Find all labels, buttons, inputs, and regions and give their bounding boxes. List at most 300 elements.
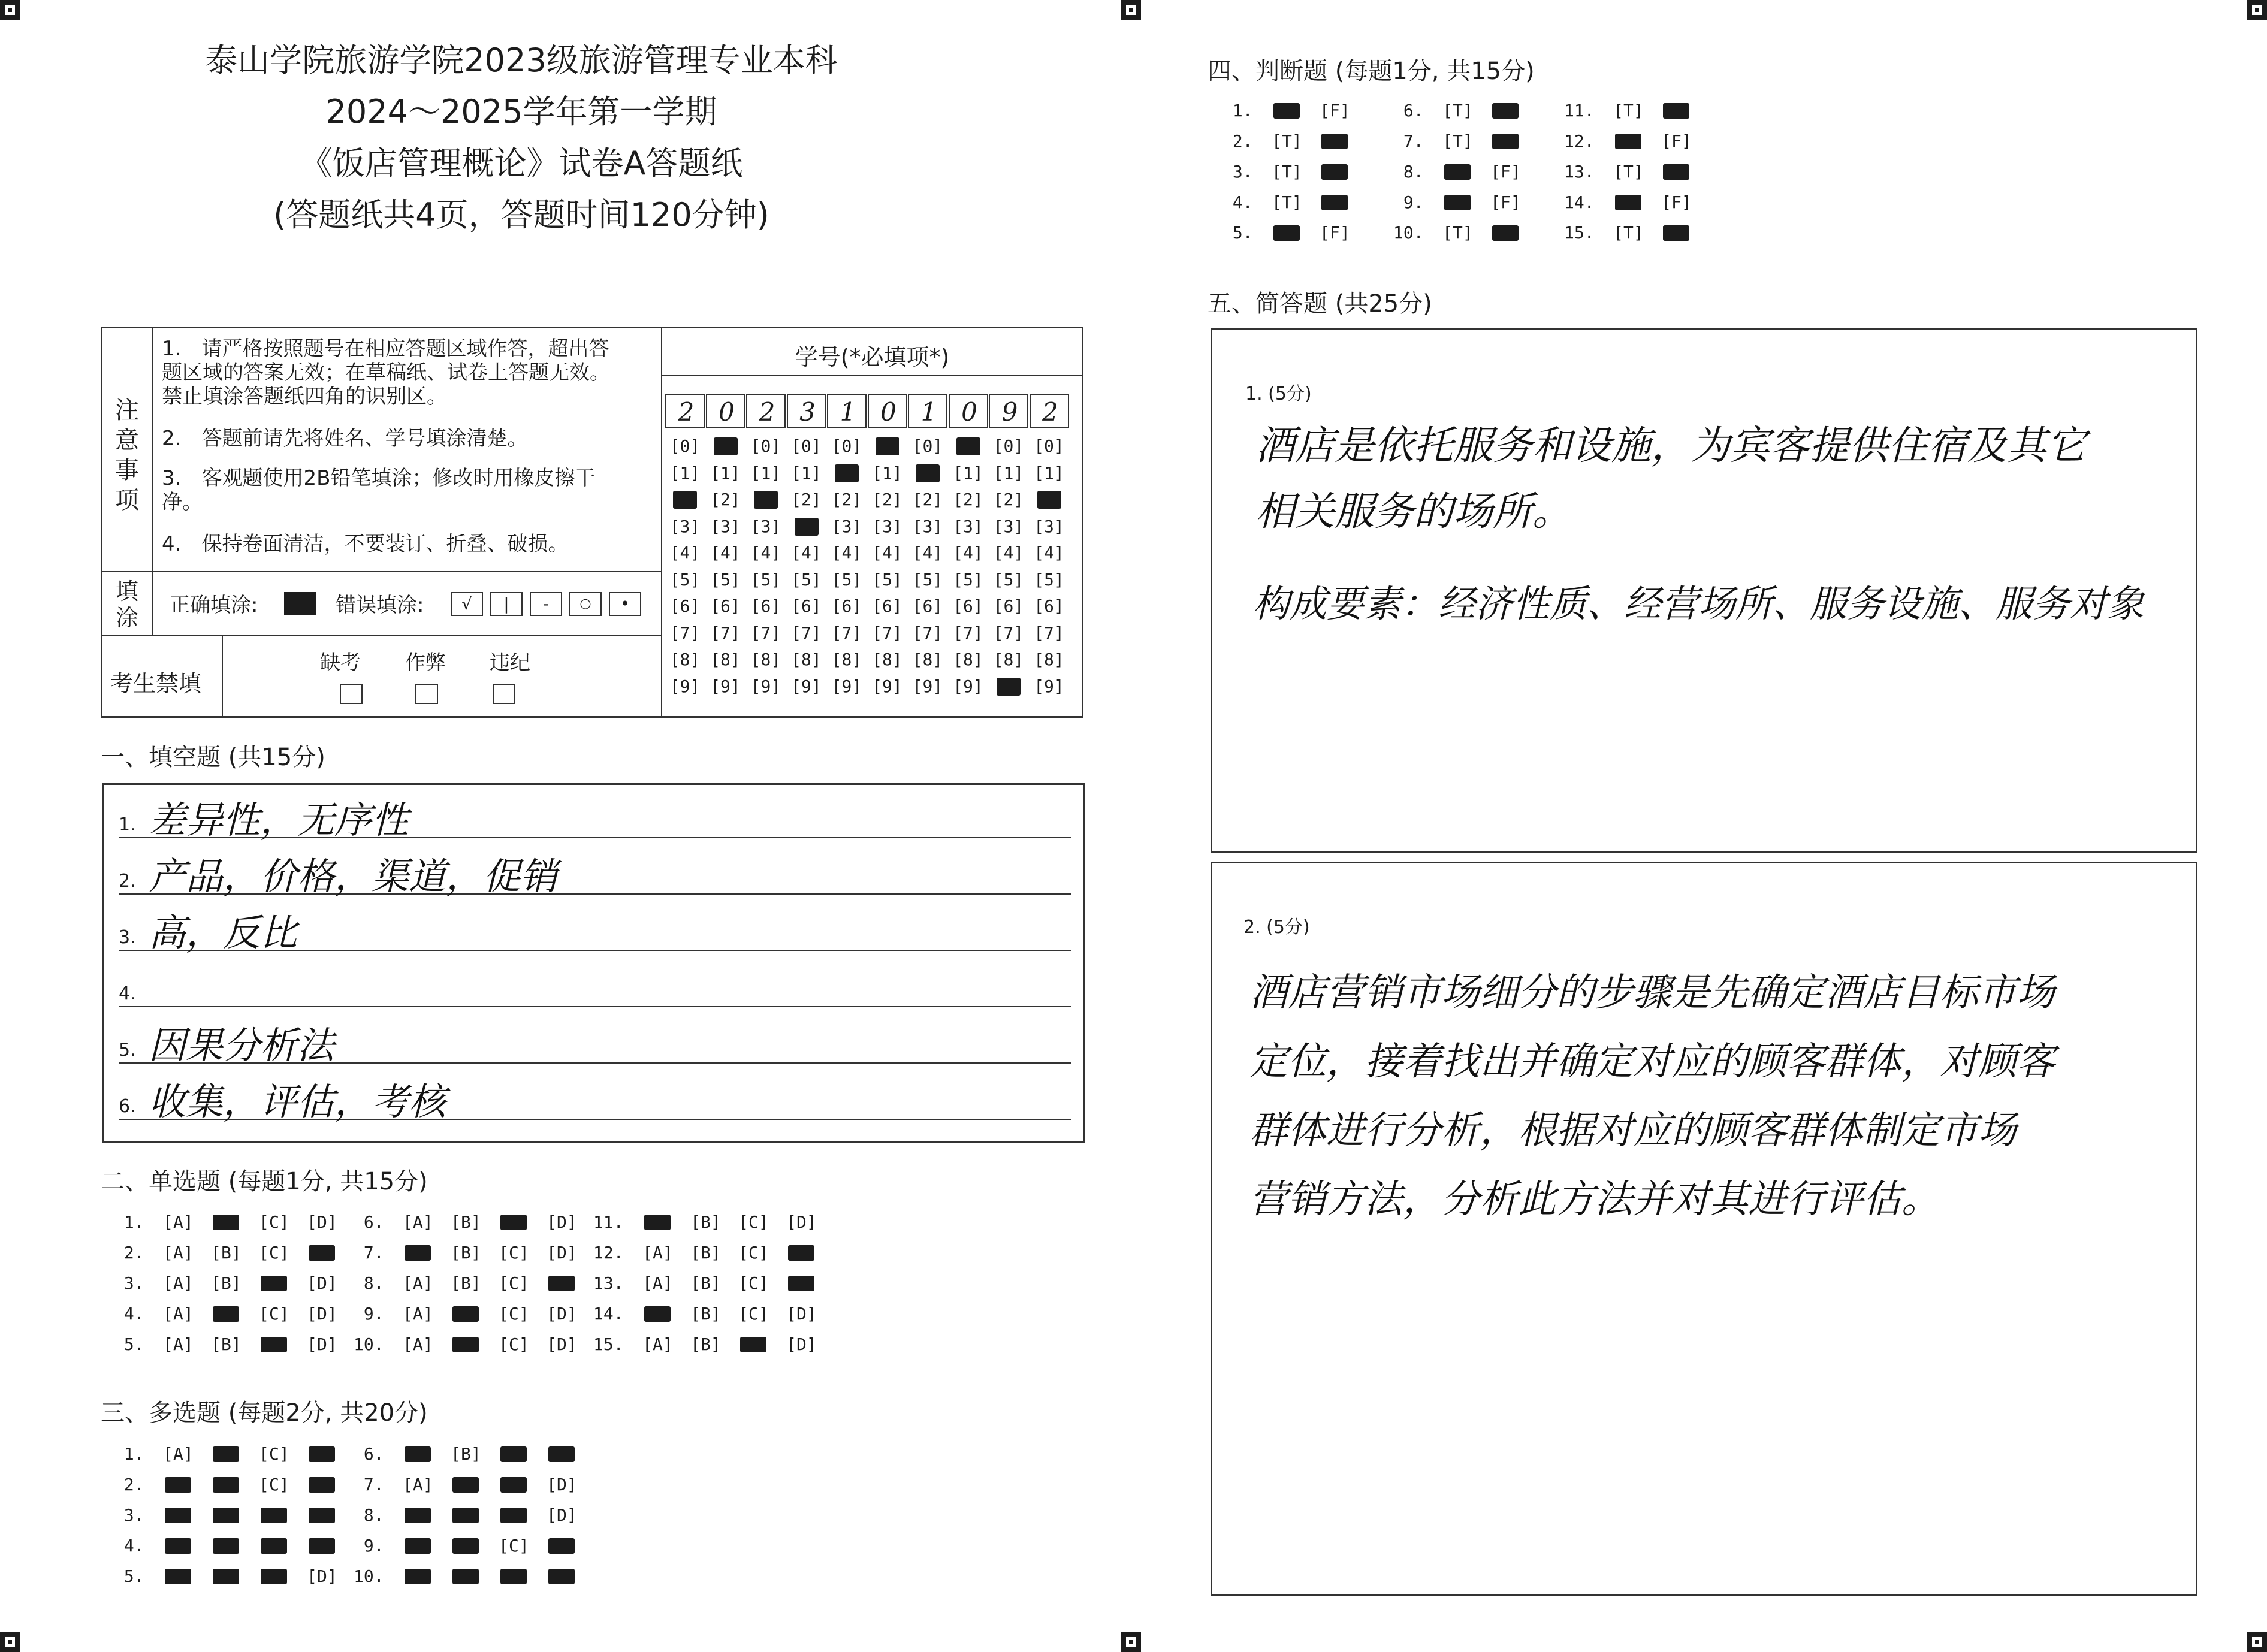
option-bubble[interactable]: [C] bbox=[499, 1334, 529, 1354]
student-id-bubble[interactable]: [5] bbox=[791, 569, 822, 590]
question-row[interactable] bbox=[114, 1212, 346, 1232]
option-bubble[interactable]: [A] bbox=[163, 1304, 194, 1324]
option-bubble[interactable]: [D] bbox=[786, 1212, 817, 1232]
student-id-bubble[interactable]: [7] bbox=[1034, 623, 1064, 643]
option-bubble-filled[interactable] bbox=[1311, 192, 1359, 212]
student-id-bubble[interactable]: [8] bbox=[710, 650, 741, 669]
answer-handwriting[interactable]: 因果分析法 bbox=[149, 1023, 335, 1067]
option-bubble-filled[interactable] bbox=[394, 1505, 442, 1525]
option-bubble[interactable]: [T] bbox=[1272, 162, 1302, 182]
option-bubble[interactable]: [F] bbox=[1661, 192, 1692, 212]
question-row[interactable] bbox=[593, 1243, 825, 1263]
option-bubble-filled[interactable] bbox=[250, 1566, 298, 1586]
option-bubble-filled[interactable] bbox=[1263, 223, 1311, 243]
answer-handwriting[interactable]: 收集，评估，考核 bbox=[149, 1080, 446, 1124]
option-bubble[interactable]: [A] bbox=[642, 1273, 673, 1293]
option-bubble[interactable]: [D] bbox=[307, 1566, 337, 1586]
student-id-bubble[interactable]: [6] bbox=[993, 596, 1024, 616]
student-id-bubble[interactable]: [6] bbox=[912, 596, 943, 616]
option-bubble-filled[interactable] bbox=[202, 1475, 250, 1494]
option-bubble-filled[interactable] bbox=[154, 1566, 202, 1586]
student-id-bubble[interactable]: [9] bbox=[872, 676, 902, 696]
option-bubble[interactable]: [B] bbox=[211, 1334, 242, 1354]
option-bubble-filled[interactable] bbox=[442, 1304, 490, 1324]
filled-mark bbox=[309, 1245, 335, 1261]
student-id-bubble-filled[interactable] bbox=[673, 491, 697, 509]
option-bubble-filled[interactable] bbox=[1481, 101, 1529, 120]
option-bubble[interactable]: [D] bbox=[786, 1304, 817, 1324]
option-bubble[interactable]: [C] bbox=[738, 1273, 769, 1293]
option-bubble-filled[interactable] bbox=[538, 1444, 585, 1464]
student-id-bubble[interactable]: [0] bbox=[831, 436, 862, 456]
student-id-digit-box[interactable] bbox=[868, 394, 907, 428]
student-id-bubble[interactable]: [1] bbox=[791, 463, 822, 483]
student-id-bubble-filled[interactable] bbox=[754, 491, 778, 509]
question-row[interactable] bbox=[354, 1444, 585, 1464]
student-id-bubble[interactable]: [0] bbox=[750, 436, 781, 456]
student-id-bubble[interactable]: [3] bbox=[710, 516, 741, 536]
option-bubble[interactable]: [T] bbox=[1613, 162, 1644, 182]
option-bubble-filled[interactable] bbox=[777, 1243, 825, 1263]
student-id-bubble[interactable]: [5] bbox=[912, 569, 943, 590]
option-bubble-filled[interactable] bbox=[1481, 223, 1529, 243]
student-id-bubble[interactable]: [6] bbox=[831, 596, 862, 616]
question-row[interactable] bbox=[114, 1334, 346, 1354]
question-number: 7. bbox=[1393, 131, 1434, 151]
option-bubble-filled[interactable] bbox=[298, 1505, 346, 1525]
student-id-bubble[interactable]: [5] bbox=[1034, 569, 1064, 590]
student-id-bubble[interactable]: [7] bbox=[993, 623, 1024, 643]
option-bubble-filled[interactable] bbox=[202, 1304, 250, 1324]
question-row[interactable] bbox=[354, 1212, 585, 1232]
student-id-bubble[interactable]: [9] bbox=[912, 676, 943, 696]
student-id-bubble[interactable]: [9] bbox=[669, 676, 701, 696]
student-id-bubble[interactable]: [0] bbox=[669, 436, 701, 456]
option-bubble-filled[interactable] bbox=[442, 1475, 490, 1494]
student-id-bubble[interactable]: [1] bbox=[953, 463, 983, 483]
student-id-bubble-filled[interactable] bbox=[876, 437, 899, 455]
student-id-bubble[interactable]: [3] bbox=[912, 516, 943, 536]
option-bubble[interactable]: [A] bbox=[403, 1475, 433, 1494]
student-id-bubble[interactable]: [3] bbox=[1034, 516, 1064, 536]
student-id-bubble[interactable]: [8] bbox=[791, 650, 822, 669]
option-bubble[interactable]: [A] bbox=[642, 1334, 673, 1354]
student-id-bubble[interactable]: [6] bbox=[1034, 596, 1064, 616]
option-bubble-filled[interactable] bbox=[490, 1475, 538, 1494]
option-bubble[interactable]: [C] bbox=[259, 1475, 289, 1494]
option-bubble[interactable]: [D] bbox=[547, 1475, 577, 1494]
student-id-bubble[interactable]: [2] bbox=[953, 490, 983, 509]
violation-checkbox[interactable] bbox=[493, 684, 515, 704]
option-bubble[interactable]: [T] bbox=[1442, 101, 1473, 120]
option-bubble-filled[interactable] bbox=[538, 1536, 585, 1556]
option-bubble[interactable]: [B] bbox=[451, 1212, 481, 1232]
student-id-bubble[interactable]: [4] bbox=[953, 543, 983, 563]
option-bubble-filled[interactable] bbox=[442, 1566, 490, 1586]
option-bubble[interactable]: [D] bbox=[547, 1212, 577, 1232]
question-row[interactable] bbox=[1564, 101, 1700, 120]
student-id-bubble[interactable]: [9] bbox=[831, 676, 862, 696]
question-row[interactable] bbox=[114, 1505, 346, 1525]
student-id-bubble[interactable]: [8] bbox=[831, 650, 862, 669]
student-id-bubble[interactable]: [7] bbox=[710, 623, 741, 643]
option-bubble-filled[interactable] bbox=[1652, 162, 1700, 182]
student-id-bubble[interactable]: [1] bbox=[993, 463, 1024, 483]
student-id-bubble[interactable]: [7] bbox=[872, 623, 902, 643]
question-row[interactable] bbox=[114, 1243, 346, 1263]
student-id-bubble[interactable]: [5] bbox=[953, 569, 983, 590]
option-bubble[interactable]: [C] bbox=[259, 1444, 289, 1464]
option-bubble[interactable]: [A] bbox=[403, 1334, 433, 1354]
question-row[interactable] bbox=[593, 1334, 825, 1354]
option-bubble-filled[interactable] bbox=[250, 1334, 298, 1354]
option-bubble[interactable]: [B] bbox=[690, 1243, 721, 1263]
option-bubble-filled[interactable] bbox=[1604, 192, 1652, 212]
question-row[interactable] bbox=[114, 1444, 346, 1464]
student-id-bubble[interactable]: [6] bbox=[669, 596, 701, 616]
student-id-bubble[interactable]: [5] bbox=[831, 569, 862, 590]
question-row[interactable] bbox=[1222, 223, 1359, 243]
option-bubble[interactable]: [B] bbox=[690, 1273, 721, 1293]
option-bubble-filled[interactable] bbox=[298, 1536, 346, 1556]
option-bubble[interactable]: [F] bbox=[1320, 101, 1350, 120]
option-bubble-filled[interactable] bbox=[154, 1505, 202, 1525]
question-row[interactable] bbox=[114, 1304, 346, 1324]
option-bubble[interactable]: [C] bbox=[499, 1304, 529, 1324]
student-id-bubble[interactable]: [3] bbox=[953, 516, 983, 536]
option-bubble-filled[interactable] bbox=[394, 1444, 442, 1464]
option-bubble[interactable]: [D] bbox=[307, 1304, 337, 1324]
option-bubble-filled[interactable] bbox=[1652, 101, 1700, 120]
student-id-bubble[interactable]: [0] bbox=[993, 436, 1024, 456]
option-bubble-filled[interactable] bbox=[633, 1212, 681, 1232]
student-id-bubble[interactable]: [9] bbox=[953, 676, 983, 696]
student-id-bubble[interactable]: [8] bbox=[750, 650, 781, 669]
option-bubble-filled[interactable] bbox=[633, 1304, 681, 1324]
student-id-bubble[interactable]: [3] bbox=[993, 516, 1024, 536]
student-id-bubble[interactable]: [4] bbox=[669, 543, 701, 563]
student-id-bubble[interactable]: [1] bbox=[669, 463, 701, 483]
student-id-bubble[interactable]: [7] bbox=[669, 623, 701, 643]
student-id-bubble[interactable]: [3] bbox=[831, 516, 862, 536]
option-bubble-filled[interactable] bbox=[538, 1566, 585, 1586]
option-bubble[interactable]: [D] bbox=[307, 1273, 337, 1293]
option-bubble[interactable]: [C] bbox=[738, 1243, 769, 1263]
student-id-bubble[interactable]: [0] bbox=[791, 436, 822, 456]
student-id-bubble[interactable]: [3] bbox=[669, 516, 701, 536]
answer-handwriting[interactable]: 产品，价格，渠道，促销 bbox=[149, 854, 558, 898]
option-bubble-filled[interactable] bbox=[154, 1475, 202, 1494]
option-bubble-filled[interactable] bbox=[538, 1273, 585, 1293]
student-id-digit-box[interactable] bbox=[706, 394, 745, 428]
option-bubble[interactable]: [B] bbox=[690, 1212, 721, 1232]
student-id-bubble-filled[interactable] bbox=[714, 437, 738, 455]
option-bubble[interactable]: [T] bbox=[1272, 131, 1302, 151]
option-bubble[interactable]: [D] bbox=[786, 1334, 817, 1354]
answer-handwriting[interactable]: 高，反比 bbox=[149, 911, 298, 955]
option-bubble-filled[interactable] bbox=[202, 1536, 250, 1556]
cheat-checkbox[interactable] bbox=[415, 684, 438, 704]
option-bubble-filled[interactable] bbox=[202, 1212, 250, 1232]
option-bubble[interactable]: [F] bbox=[1320, 223, 1350, 243]
question-row[interactable] bbox=[593, 1273, 825, 1293]
student-id-bubble[interactable]: [9] bbox=[1034, 676, 1064, 696]
student-id-bubble[interactable]: [4] bbox=[993, 543, 1024, 563]
student-id-digit: 0 bbox=[719, 397, 735, 427]
student-id-digit-box[interactable] bbox=[949, 394, 988, 428]
option-bubble-filled[interactable] bbox=[250, 1536, 298, 1556]
student-id-bubble-filled[interactable] bbox=[956, 437, 980, 455]
filled-mark bbox=[1273, 225, 1300, 241]
option-bubble[interactable]: [C] bbox=[738, 1304, 769, 1324]
option-bubble[interactable]: [A] bbox=[163, 1273, 194, 1293]
option-bubble-filled[interactable] bbox=[202, 1444, 250, 1464]
student-id-bubble[interactable]: [8] bbox=[669, 650, 701, 669]
student-id-bubble[interactable]: [2] bbox=[872, 490, 902, 509]
student-id-bubble-filled[interactable] bbox=[795, 518, 819, 536]
student-id-bubble[interactable]: [4] bbox=[912, 543, 943, 563]
option-bubble-filled[interactable] bbox=[729, 1334, 777, 1354]
student-id-bubble[interactable]: [1] bbox=[710, 463, 741, 483]
question-row[interactable] bbox=[1393, 101, 1529, 120]
filled-mark bbox=[213, 1508, 239, 1523]
student-id-bubble[interactable]: [0] bbox=[1034, 436, 1064, 456]
option-bubble[interactable]: [B] bbox=[211, 1243, 242, 1263]
option-bubble[interactable]: [T] bbox=[1442, 223, 1473, 243]
option-bubble[interactable]: [D] bbox=[307, 1212, 337, 1232]
student-id-bubble[interactable]: [7] bbox=[750, 623, 781, 643]
question-row[interactable] bbox=[1564, 192, 1700, 212]
answer-handwriting[interactable]: 差异性，无序性 bbox=[149, 798, 409, 842]
option-bubble[interactable]: [D] bbox=[307, 1334, 337, 1354]
student-id-digit-box[interactable] bbox=[746, 394, 786, 428]
option-bubble-filled[interactable] bbox=[442, 1505, 490, 1525]
question-row[interactable] bbox=[1564, 223, 1700, 243]
question-row[interactable] bbox=[354, 1304, 585, 1324]
notice-item-2: 2. 答题前请先将姓名、学号填涂清楚。 bbox=[162, 427, 528, 451]
option-bubble[interactable]: [T] bbox=[1613, 101, 1644, 120]
question-row[interactable] bbox=[1222, 162, 1359, 182]
option-bubble[interactable]: [B] bbox=[451, 1243, 481, 1263]
student-id-bubble[interactable]: [7] bbox=[791, 623, 822, 643]
section5-title: 五、简答题 (共25分) bbox=[1208, 290, 1432, 318]
option-bubble[interactable]: [C] bbox=[499, 1273, 529, 1293]
option-bubble-filled[interactable] bbox=[1263, 101, 1311, 120]
question-row[interactable] bbox=[1393, 162, 1529, 182]
student-id-bubble[interactable]: [6] bbox=[710, 596, 741, 616]
question-row[interactable] bbox=[1393, 223, 1529, 243]
question-row[interactable] bbox=[114, 1273, 346, 1293]
option-bubble-filled[interactable] bbox=[442, 1334, 490, 1354]
student-id-bubble[interactable]: [4] bbox=[872, 543, 902, 563]
option-bubble[interactable]: [D] bbox=[547, 1505, 577, 1525]
option-bubble-filled[interactable] bbox=[1652, 223, 1700, 243]
question-row[interactable] bbox=[114, 1536, 346, 1556]
student-id-bubble-filled[interactable] bbox=[835, 464, 859, 482]
student-id-digit-box[interactable] bbox=[827, 394, 867, 428]
option-bubble-filled[interactable] bbox=[154, 1536, 202, 1556]
student-id-bubble[interactable]: [2] bbox=[710, 490, 741, 509]
student-id-bubble[interactable]: [8] bbox=[1034, 650, 1064, 669]
student-id-bubble[interactable]: [9] bbox=[710, 676, 741, 696]
option-bubble[interactable]: [B] bbox=[211, 1273, 242, 1293]
option-bubble-filled[interactable] bbox=[394, 1566, 442, 1586]
student-id-bubble[interactable]: [4] bbox=[750, 543, 781, 563]
student-id-digit-box[interactable] bbox=[1030, 394, 1069, 428]
option-bubble-filled[interactable] bbox=[1433, 162, 1481, 182]
student-id-bubble[interactable]: [9] bbox=[791, 676, 822, 696]
option-bubble[interactable]: [F] bbox=[1490, 162, 1521, 182]
question-row[interactable] bbox=[1393, 131, 1529, 151]
option-bubble[interactable]: [B] bbox=[690, 1304, 721, 1324]
student-id-bubble[interactable]: [8] bbox=[872, 650, 902, 669]
option-bubble-filled[interactable] bbox=[1604, 131, 1652, 151]
student-id-bubble[interactable]: [5] bbox=[993, 569, 1024, 590]
question-row[interactable] bbox=[354, 1273, 585, 1293]
option-bubble[interactable]: [A] bbox=[642, 1243, 673, 1263]
question-row[interactable] bbox=[1222, 131, 1359, 151]
question-row[interactable] bbox=[354, 1475, 585, 1494]
question-row[interactable] bbox=[354, 1566, 585, 1586]
student-id-bubble[interactable]: [8] bbox=[953, 650, 983, 669]
filled-mark bbox=[1492, 103, 1519, 119]
student-id-bubble[interactable]: [1] bbox=[872, 463, 902, 483]
option-bubble[interactable]: [T] bbox=[1442, 131, 1473, 151]
question-row[interactable] bbox=[354, 1536, 585, 1556]
question-row[interactable] bbox=[354, 1505, 585, 1525]
option-bubble-filled[interactable] bbox=[777, 1273, 825, 1293]
option-bubble[interactable]: [D] bbox=[547, 1243, 577, 1263]
option-bubble-filled[interactable] bbox=[250, 1505, 298, 1525]
question-row[interactable] bbox=[1222, 192, 1359, 212]
student-id-digit-box[interactable] bbox=[665, 394, 705, 428]
student-id-bubble[interactable]: [4] bbox=[1034, 543, 1064, 563]
student-id-bubble[interactable]: [4] bbox=[791, 543, 822, 563]
section2-title: 二、单选题 (每题1分, 共15分) bbox=[101, 1168, 428, 1195]
student-id-bubble[interactable]: [5] bbox=[710, 569, 741, 590]
corner-marker bbox=[2247, 0, 2267, 20]
question-row[interactable] bbox=[354, 1334, 585, 1354]
student-id-bubble[interactable]: [2] bbox=[993, 490, 1024, 509]
student-id-bubble[interactable]: [4] bbox=[831, 543, 862, 563]
student-id-bubble[interactable]: [7] bbox=[953, 623, 983, 643]
student-id-bubble[interactable]: [1] bbox=[1034, 463, 1064, 483]
student-id-bubble[interactable]: [1] bbox=[750, 463, 781, 483]
question-row[interactable] bbox=[354, 1243, 585, 1263]
student-id-bubble[interactable]: [3] bbox=[872, 516, 902, 536]
option-bubble-filled[interactable] bbox=[1311, 162, 1359, 182]
option-bubble-filled[interactable] bbox=[298, 1444, 346, 1464]
student-id-bubble[interactable]: [2] bbox=[912, 490, 943, 509]
student-id-bubble-filled[interactable] bbox=[1037, 491, 1061, 509]
question-number: 14. bbox=[593, 1304, 634, 1324]
student-id-bubble[interactable]: [0] bbox=[912, 436, 943, 456]
student-id-bubble-filled[interactable] bbox=[997, 678, 1021, 696]
student-id-bubble-filled[interactable] bbox=[916, 464, 940, 482]
student-id-digit-box[interactable] bbox=[989, 394, 1028, 428]
student-id-bubble[interactable]: [7] bbox=[912, 623, 943, 643]
option-bubble-filled[interactable] bbox=[490, 1444, 538, 1464]
student-id-bubble[interactable]: [6] bbox=[750, 596, 781, 616]
option-bubble-filled[interactable] bbox=[394, 1243, 442, 1263]
option-bubble[interactable]: [A] bbox=[403, 1212, 433, 1232]
option-bubble[interactable]: [D] bbox=[547, 1334, 577, 1354]
student-id-bubble[interactable]: [2] bbox=[791, 490, 822, 509]
question-row[interactable] bbox=[1564, 131, 1700, 151]
option-bubble[interactable]: [F] bbox=[1661, 131, 1692, 151]
student-id-bubble[interactable]: [6] bbox=[872, 596, 902, 616]
question-row[interactable] bbox=[114, 1566, 346, 1586]
student-id-bubble[interactable]: [6] bbox=[791, 596, 822, 616]
option-bubble[interactable]: [T] bbox=[1272, 192, 1302, 212]
question-row[interactable] bbox=[593, 1304, 825, 1324]
student-id-bubble[interactable]: [8] bbox=[993, 650, 1024, 669]
option-bubble[interactable]: [A] bbox=[163, 1334, 194, 1354]
option-bubble-filled[interactable] bbox=[490, 1566, 538, 1586]
student-id-bubble[interactable]: [4] bbox=[710, 543, 741, 563]
student-id-bubble[interactable]: [3] bbox=[750, 516, 781, 536]
option-bubble-filled[interactable] bbox=[298, 1243, 346, 1263]
option-bubble-filled[interactable] bbox=[202, 1566, 250, 1586]
option-bubble[interactable]: [T] bbox=[1613, 223, 1644, 243]
option-bubble[interactable]: [A] bbox=[403, 1304, 433, 1324]
option-bubble[interactable]: [C] bbox=[259, 1243, 289, 1263]
question-row[interactable] bbox=[1222, 101, 1359, 120]
option-bubble-filled[interactable] bbox=[442, 1536, 490, 1556]
student-id-bubble[interactable]: [2] bbox=[831, 490, 862, 509]
option-bubble[interactable]: [C] bbox=[499, 1243, 529, 1263]
option-bubble-filled[interactable] bbox=[490, 1505, 538, 1525]
student-id-bubble[interactable]: [5] bbox=[872, 569, 902, 590]
option-bubble[interactable]: [C] bbox=[738, 1212, 769, 1232]
option-bubble[interactable]: [B] bbox=[451, 1273, 481, 1293]
student-id-bubble[interactable]: [5] bbox=[750, 569, 781, 590]
option-bubble[interactable]: [C] bbox=[259, 1304, 289, 1324]
option-bubble-filled[interactable] bbox=[202, 1505, 250, 1525]
option-bubble[interactable]: [C] bbox=[259, 1212, 289, 1232]
option-bubble[interactable]: [A] bbox=[163, 1243, 194, 1263]
option-bubble[interactable]: [F] bbox=[1490, 192, 1521, 212]
student-id-bubble[interactable]: [6] bbox=[953, 596, 983, 616]
question-row[interactable] bbox=[593, 1212, 825, 1232]
question-row[interactable] bbox=[1393, 192, 1529, 212]
option-bubble[interactable]: [A] bbox=[163, 1444, 194, 1464]
option-bubble-filled[interactable] bbox=[1311, 131, 1359, 151]
student-id-digit: 2 bbox=[1042, 397, 1058, 427]
option-bubble-filled[interactable] bbox=[298, 1475, 346, 1494]
option-bubble[interactable]: [A] bbox=[163, 1212, 194, 1232]
student-id-bubble[interactable]: [8] bbox=[912, 650, 943, 669]
option-bubble-filled[interactable] bbox=[1481, 131, 1529, 151]
student-id-bubble[interactable]: [9] bbox=[750, 676, 781, 696]
student-id-bubble[interactable]: [5] bbox=[669, 569, 701, 590]
option-bubble[interactable]: [D] bbox=[547, 1304, 577, 1324]
student-id-digit-box[interactable] bbox=[908, 394, 947, 428]
option-bubble-filled[interactable] bbox=[394, 1536, 442, 1556]
option-bubble-filled[interactable] bbox=[490, 1212, 538, 1232]
question-row[interactable] bbox=[114, 1475, 346, 1494]
student-id-digit-box[interactable] bbox=[787, 394, 826, 428]
question-row[interactable] bbox=[1564, 162, 1700, 182]
absent-checkbox[interactable] bbox=[340, 684, 363, 704]
option-bubble[interactable]: [B] bbox=[690, 1334, 721, 1354]
option-bubble[interactable]: [B] bbox=[451, 1444, 481, 1464]
student-id-bubble[interactable]: [7] bbox=[831, 623, 862, 643]
option-bubble[interactable]: [C] bbox=[499, 1536, 529, 1556]
option-bubble-filled[interactable] bbox=[1433, 192, 1481, 212]
option-bubble[interactable]: [A] bbox=[403, 1273, 433, 1293]
option-bubble-filled[interactable] bbox=[250, 1273, 298, 1293]
